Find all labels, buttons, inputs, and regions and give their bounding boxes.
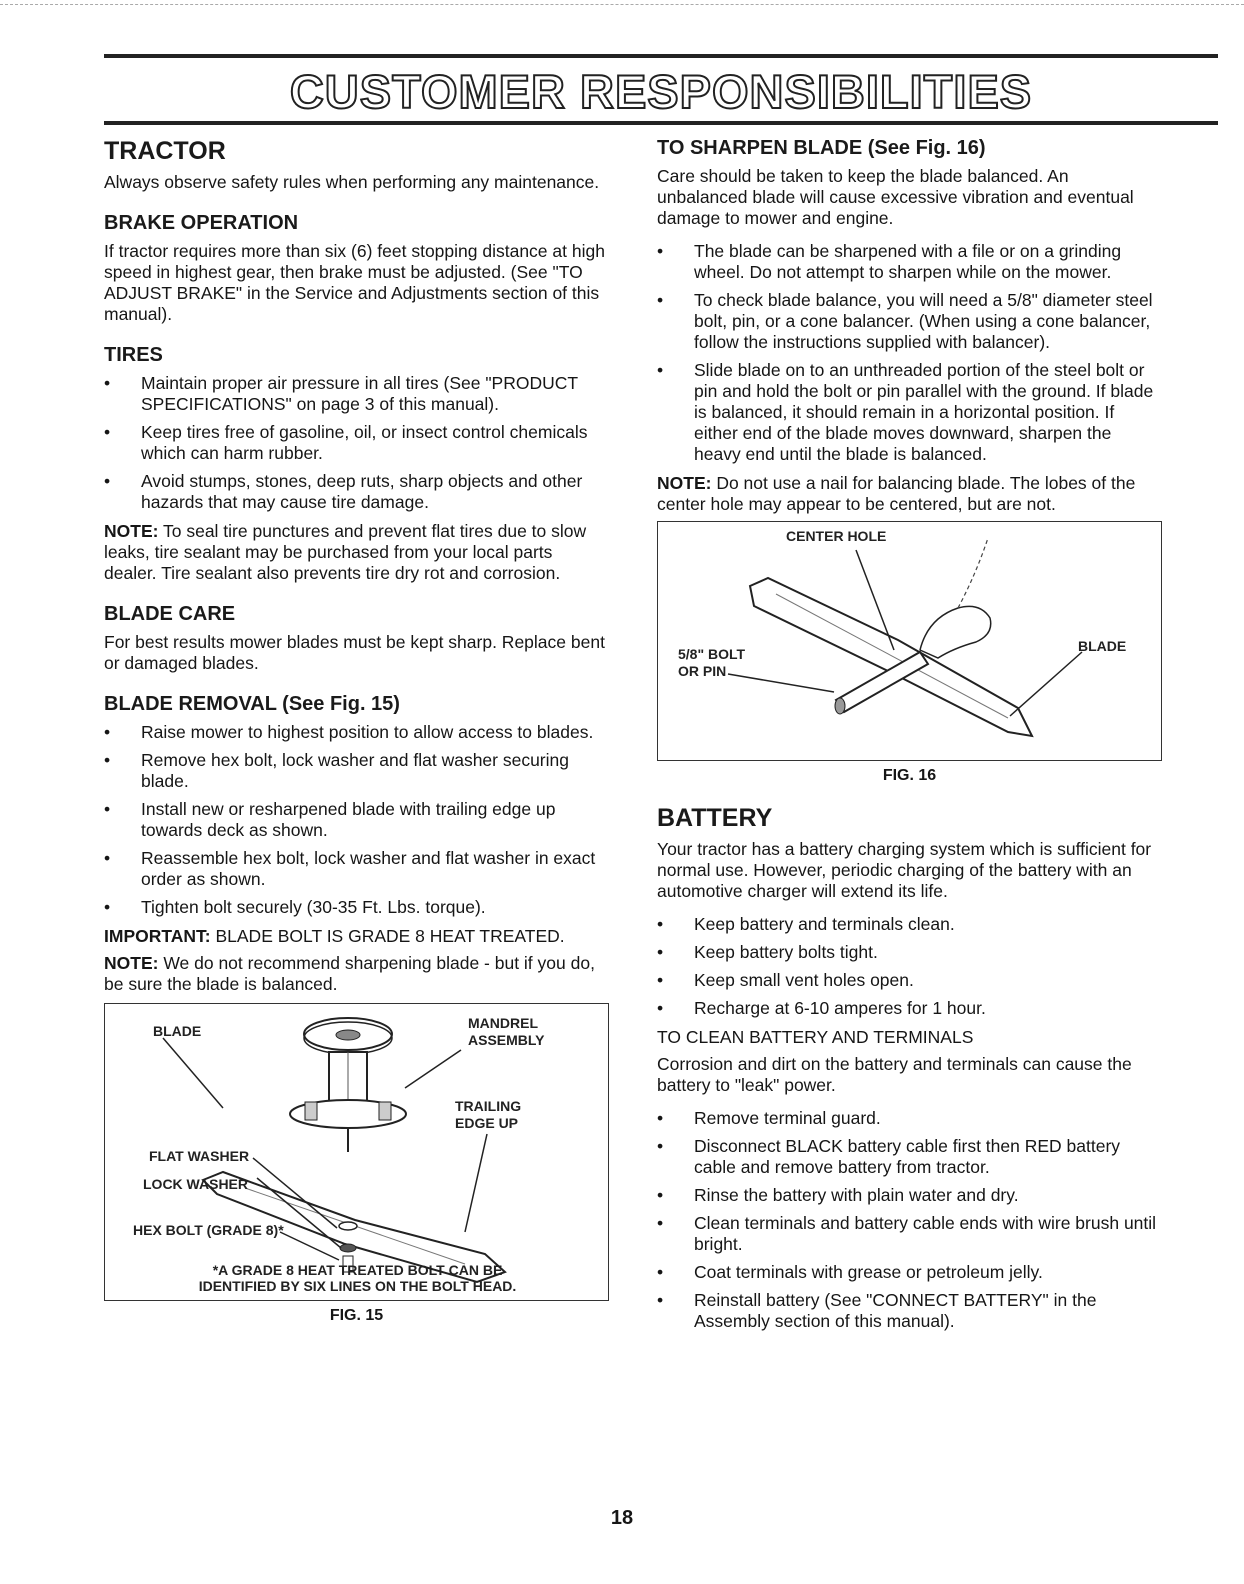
list-item: • Avoid stumps, stones, deep ruts, sharp objects and other hazards that may cause tire damage. — [104, 471, 583, 512]
fig16-center-hole-label: CENTER HOLE — [786, 528, 887, 544]
figure-16 — [657, 521, 1162, 761]
fig15-trailing-edge-label: TRAILING EDGE UP — [455, 1098, 522, 1131]
title-top-rule — [104, 54, 1218, 58]
sharpen-list — [657, 241, 1162, 465]
blade-removal-heading: BLADE REMOVAL (See Fig. 15) — [104, 693, 400, 715]
right-column — [657, 136, 1162, 1340]
list-item: • Install new or resharpened blade with trailing edge up towards deck as shown. — [104, 799, 556, 840]
list-item: • Tighten bolt securely (30-35 Ft. Lbs. torque). — [104, 897, 486, 917]
fig15-blade-label: BLADE — [153, 1023, 202, 1039]
fig16-blade-label: BLADE — [1078, 638, 1127, 654]
battery-list — [657, 914, 1162, 1019]
tires-heading: TIRES — [104, 344, 163, 366]
tires-note: NOTE: To seal tire punctures and prevent flat tires due to slow leaks, tire sealant may be purchased from your local parts dealer. Tire sealant also prevents tire dry rot and corrosion. — [104, 521, 587, 583]
tractor-heading: TRACTOR — [104, 137, 226, 165]
blade-care-text: For best results mower blades must be kept sharp. Replace bent or damaged blades. — [104, 632, 605, 673]
list-item: • Keep tires free of gasoline, oil, or insect control chemicals which can harm rubber. — [104, 422, 588, 463]
figure-15 — [104, 1003, 609, 1301]
list-item: • Clean terminals and battery cable ends with wire brush until bright. — [657, 1213, 1157, 1254]
list-item: • Raise mower to highest position to allow access to blades. — [104, 722, 594, 742]
sharpen-heading: TO SHARPEN BLADE (See Fig. 16) — [657, 137, 986, 159]
list-item: • Remove terminal guard. — [657, 1108, 881, 1128]
fig15-footnote: *A GRADE 8 HEAT TREATED BOLT CAN BE IDENTIFIED BY SIX LINES ON THE BOLT HEAD. — [198, 1262, 517, 1294]
important-note: IMPORTANT: BLADE BOLT IS GRADE 8 HEAT TREATED. — [104, 926, 565, 946]
fig15-flat-washer-label: FLAT WASHER — [149, 1148, 250, 1164]
list-item: • Remove hex bolt, lock washer and flat washer securing blade. — [104, 750, 569, 791]
list-item: • Coat terminals with grease or petroleum jelly. — [657, 1262, 1043, 1282]
list-item: • Keep battery bolts tight. — [657, 942, 878, 962]
page-title: CUSTOMER RESPONSIBILITIES — [289, 65, 1033, 118]
battery-heading: BATTERY — [657, 804, 773, 832]
list-item: • Recharge at 6-10 amperes for 1 hour. — [657, 998, 986, 1018]
fig16-caption: FIG. 16 — [882, 767, 937, 784]
fig15-mandrel-label: MANDREL ASSEMBLY — [468, 1015, 545, 1048]
blade-removal-list — [104, 722, 609, 918]
list-item: • Keep battery and terminals clean. — [657, 914, 955, 934]
sharpen-note: NOTE: Do not use a nail for balancing blade. The lobes of the center hole may appear to be centered, but are not. — [657, 473, 1136, 514]
brake-text: If tractor requires more than six (6) feet stopping distance at high speed in highest gear, then brake must be adjusted. (See "TO ADJUST BRAKE" in the Service and Adjustments section of this manual). — [104, 241, 605, 324]
clean-battery-list — [657, 1108, 1162, 1332]
list-item: • Reinstall battery (See "CONNECT BATTERY" in the Assembly section of this manual). — [657, 1290, 1097, 1331]
battery-intro: Your tractor has a battery charging system which is sufficient for normal use. However, periodic charging of the battery with an automotive charger will extend its life. — [657, 839, 1152, 901]
removal-note: NOTE: We do not recommend sharpening blade - but if you do, be sure the blade is balanced. — [104, 953, 595, 994]
list-item: • Maintain proper air pressure in all tires (See "PRODUCT SPECIFICATIONS" on page 3 of this manual). — [104, 373, 578, 414]
blade-care-heading: BLADE CARE — [104, 603, 236, 625]
clean-battery-intro: Corrosion and dirt on the battery and terminals can cause the battery to "leak" power. — [657, 1054, 1132, 1095]
list-item: • Disconnect BLACK battery cable first then RED battery cable and remove battery from tractor. — [657, 1136, 1121, 1177]
list-item: • Rinse the battery with plain water and dry. — [657, 1185, 1019, 1205]
title-bottom-rule — [104, 121, 1218, 125]
clean-battery-heading: TO CLEAN BATTERY AND TERMINALS — [657, 1027, 974, 1047]
list-item: • Slide blade on to an unthreaded portion of the steel bolt or pin and hold the bolt or pin parallel with the ground. If blade is balanced, it should remain in a horizontal position. If either end of the blade moves downward, sharpen the heavy end until the blade is balanced. — [657, 360, 1154, 464]
scan-top-edge — [0, 4, 1244, 5]
tractor-intro: Always observe safety rules when performing any maintenance. — [104, 172, 600, 192]
fig15-lock-washer-label: LOCK WASHER — [143, 1176, 248, 1192]
list-item: • Reassemble hex bolt, lock washer and flat washer in exact order as shown. — [104, 848, 596, 889]
tires-list — [104, 373, 609, 513]
fig15-caption: FIG. 15 — [329, 1307, 384, 1324]
page-number: 18 — [610, 1507, 634, 1529]
left-column — [104, 136, 609, 1325]
sharpen-intro: Care should be taken to keep the blade balanced. An unbalanced blade will cause excessive vibration and eventual damage to mower and engine. — [657, 166, 1134, 228]
fig16-bolt-label: 5/8" BOLT OR PIN — [678, 646, 746, 679]
fig15-hex-bolt-label: HEX BOLT (GRADE 8)* — [133, 1222, 284, 1238]
list-item: • Keep small vent holes open. — [657, 970, 914, 990]
list-item: • To check blade balance, you will need a 5/8" diameter steel bolt, pin, or a cone balancer. (When using a cone balancer, follow the instructions supplied with balancer). — [657, 290, 1153, 352]
brake-heading: BRAKE OPERATION — [104, 212, 299, 234]
list-item: • The blade can be sharpened with a file or on a grinding wheel. Do not attempt to sharpen while on the mower. — [657, 241, 1122, 282]
